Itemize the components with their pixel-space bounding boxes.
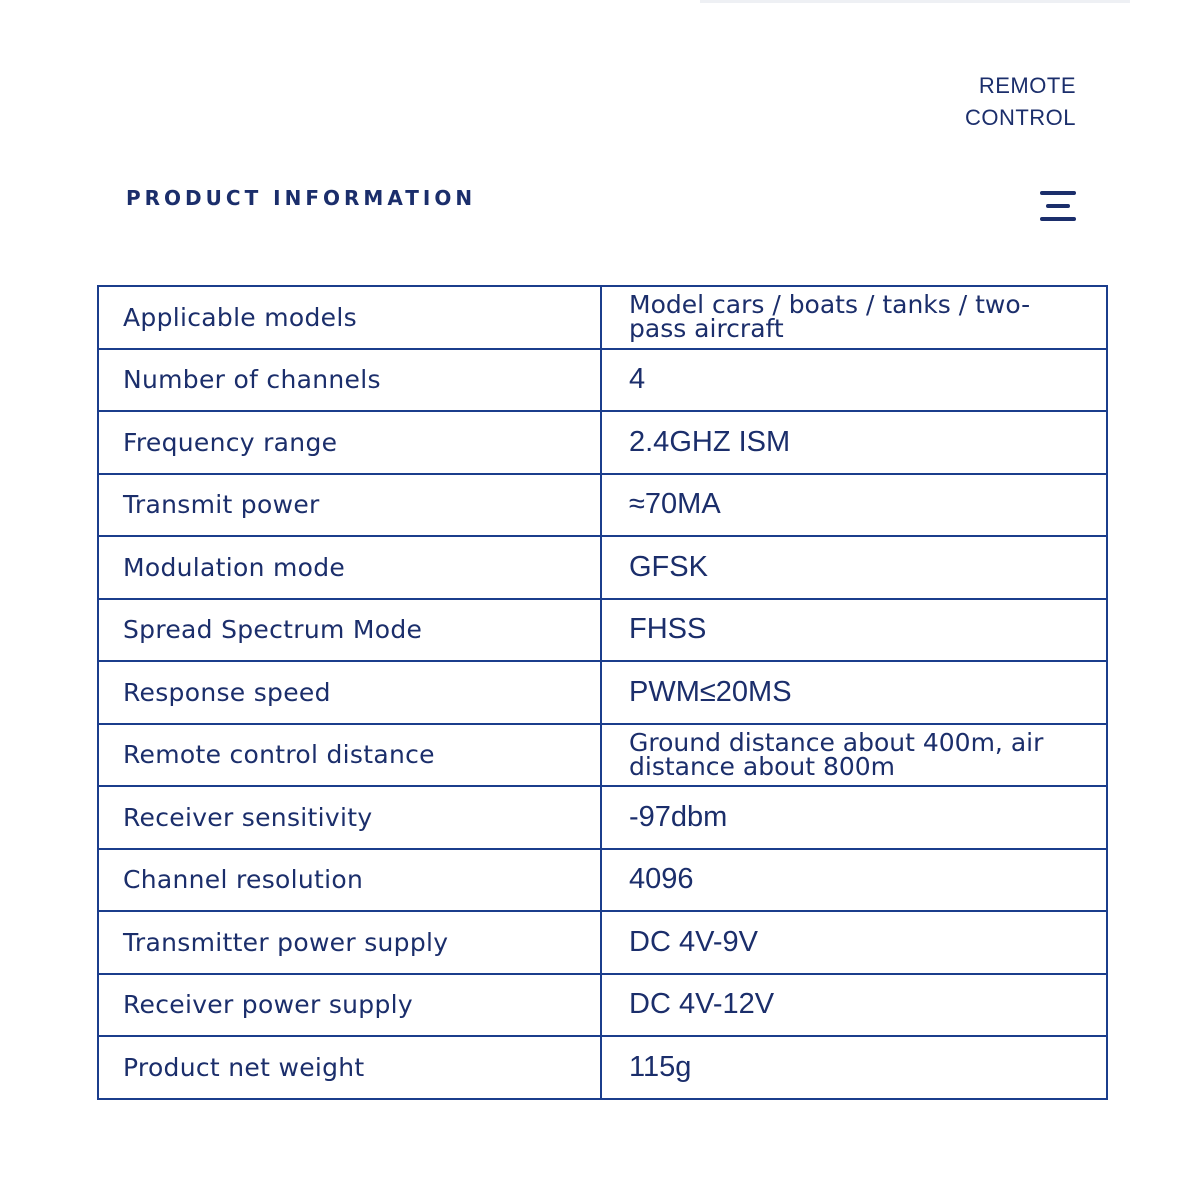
spec-value: GFSK [601,536,1107,599]
spec-value: DC 4V-9V [601,911,1107,974]
spec-value: Model cars / boats / tanks / two-pass aircraft [601,286,1107,349]
table-row [98,1036,1107,1099]
brand-line-1: REMOTE [978,73,1076,98]
spec-label: Number of channels [98,349,601,412]
menu-icon-line [1040,191,1076,195]
table-row [98,786,1107,849]
spec-label: Modulation mode [98,536,601,599]
table-row [98,286,1107,349]
spec-label: Applicable models [98,286,601,349]
table-row [98,474,1107,537]
table-row [98,974,1107,1037]
spec-value: Ground distance about 400m, air distance about 800m [601,724,1107,787]
table-row [98,599,1107,662]
table-row [98,911,1107,974]
spec-value: 4096 [601,849,1107,912]
spec-label: Spread Spectrum Mode [98,599,601,662]
spec-value: DC 4V-12V [601,974,1107,1037]
table-row [98,849,1107,912]
spec-label: Transmit power [98,474,601,537]
table-row [98,661,1107,724]
table-row [98,411,1107,474]
table-row [98,536,1107,599]
brand-line-2: CONTROL [964,105,1076,130]
spec-label: Channel resolution [98,849,601,912]
spec-label: Product net weight [98,1036,601,1099]
spec-value: PWM≤20MS [601,661,1107,724]
spec-value: -97dbm [601,786,1107,849]
spec-label: Remote control distance [98,724,601,787]
spec-value: 4 [601,349,1107,412]
spec-label: Response speed [98,661,601,724]
table-row [98,724,1107,787]
spec-label: Receiver power supply [98,974,601,1037]
spec-label: Receiver sensitivity [98,786,601,849]
spec-value: 2.4GHZ ISM [601,411,1107,474]
top-divider [700,0,1130,3]
menu-icon-line [1046,204,1070,208]
spec-value: 115g [601,1036,1107,1099]
spec-value: FHSS [601,599,1107,662]
spec-table [97,285,1108,1100]
table-row [98,349,1107,412]
spec-label: Transmitter power supply [98,911,601,974]
menu-icon[interactable] [1040,190,1076,222]
section-title: PRODUCT INFORMATION [126,186,477,210]
brand-label [965,70,1076,134]
menu-icon-line [1040,217,1076,221]
spec-label: Frequency range [98,411,601,474]
spec-value: ≈70MA [601,474,1107,537]
